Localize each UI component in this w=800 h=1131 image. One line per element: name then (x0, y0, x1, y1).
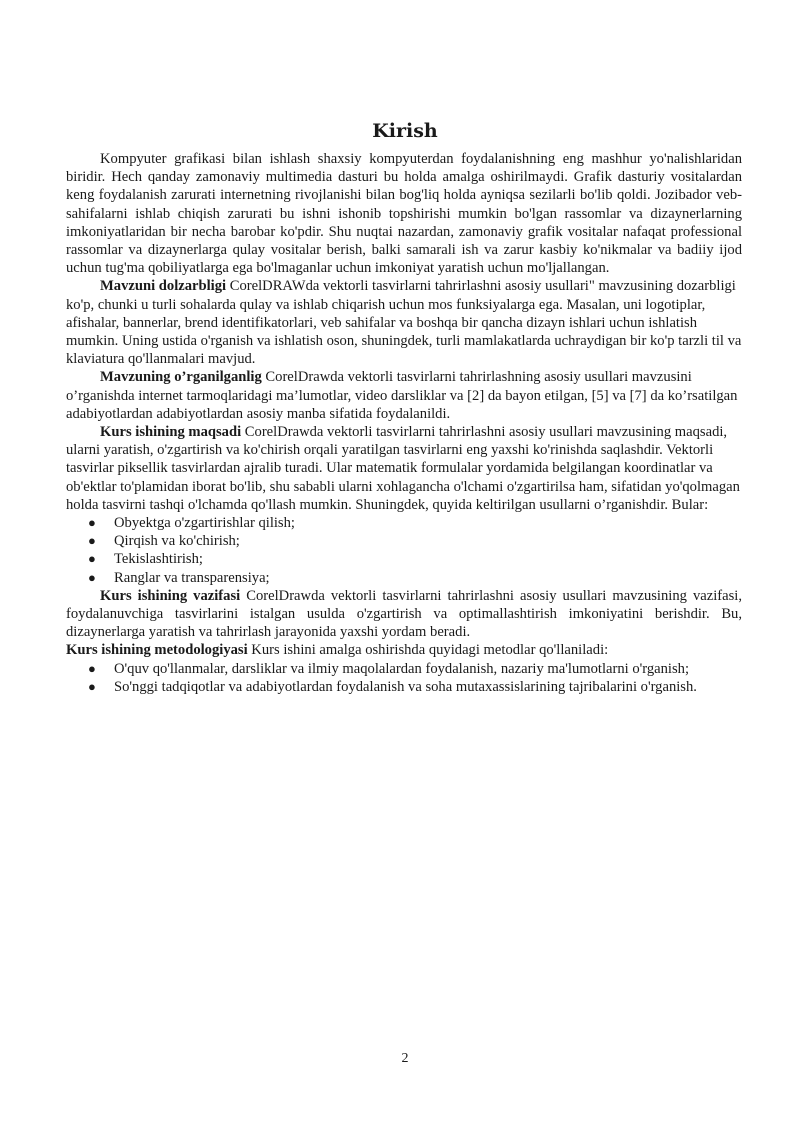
bullet-icon: ● (88, 678, 96, 694)
study-paragraph (66, 368, 742, 423)
task-heading: Kurs ishining vazifasi (100, 587, 241, 604)
bullet-icon: ● (88, 515, 96, 531)
goal-paragraph (66, 423, 742, 514)
list-item-text: Ranglar va transparensiya; (114, 569, 270, 586)
bullet-icon: ● (88, 660, 96, 676)
bullet-icon: ● (88, 551, 96, 567)
document-body (66, 150, 742, 696)
goal-text: CorelDrawda vektorli tasvirlarni tahrirlashni asosiy usullari mavzusining maqsadi, ularni yaratish, o'zgartirish va ko'chirish orqali yaratilgan tasvirlarni eng yaxshi ko'rinishda saqlashdir. Vektorli tasvirlar piksellik tasvirlardan ajralib turadi. Ular matematik formulalar yordamida belgilangan koordinatlar va ob'ektlar to'plamidan iborat bo'lib, shu sababli ularni xohlagancha o'lchami o'zgartirilsa ham, sifatidan yo'qolmagan holda tasvirni tashqi o'lchamda qo'llash mumkin. Shuningdek, quyida keltirilgan usullarni o’rganishdir. Bular: (66, 424, 740, 513)
list-item-text: Tekislashtirish; (114, 551, 203, 568)
list-item (66, 514, 742, 532)
list-item (66, 550, 742, 568)
method-list (66, 660, 742, 696)
goal-heading: Kurs ishining maqsadi (100, 424, 242, 441)
list-item (66, 660, 742, 678)
task-paragraph (66, 587, 742, 642)
method-paragraph (66, 641, 742, 659)
list-item (66, 569, 742, 587)
bullet-icon: ● (88, 533, 96, 549)
method-heading: Kurs ishining metodologiyasi (66, 642, 248, 659)
relevance-heading: Mavzuni dolzarbligi (100, 278, 227, 295)
list-item-text: O'quv qo'llanmalar, darsliklar va ilmiy maqolalardan foydalanish, nazariy ma'lumotlarni o'rganish; (114, 660, 690, 677)
list-item-text: So'nggi tadqiqotlar va adabiyotlardan foydalanish va soha mutaxassislarining tajribalarini o'rganish. (114, 678, 697, 695)
bullet-icon: ● (88, 569, 96, 585)
relevance-text: CorelDRAWda vektorli tasvirlarni tahrirlashni asosiy usullari" mavzusining dozarbligi ko'p, chunki u turli sohalarda qulay va ishlab chiqarish uchun mos funksiyalarga ega. Masalan, uni logotiplar, afishalar, bannerlar, brend identifikatorlari, veb sahifalar va boshqa bir qancha dizayn ishlari uchun ishlatish mumkin. Uning ustida o'rganish va ishlatish oson, shuningdek, turli mamlakatlarda uchraydigan bir ko'p tarzli til va klaviatura qo'llanmalari mavjud. (66, 278, 742, 368)
list-item (66, 678, 742, 696)
relevance-paragraph (66, 277, 742, 368)
page-number: 2 (401, 1051, 409, 1066)
study-text: CorelDrawda vektorli tasvirlarni tahrirlashning asosiy usullari mavzusini o’rganishda internet tarmoqlaridagi ma’lumotlar, video darsliklar va [2] da bayon etilgan, [5] va [7] da ko’rsatilgan adabiyotlardan adabiyotlardan asosiy manba sifatida foydalanildi. (66, 369, 738, 422)
study-heading: Mavzuning o’rganilganlig (100, 369, 262, 386)
page-title: Kirish (372, 120, 438, 142)
list-item-text: Qirqish va ko'chirish; (114, 533, 240, 550)
goal-list (66, 514, 742, 587)
method-text: Kurs ishini amalga oshirishda quyidagi metodlar qo'llaniladi: (247, 642, 609, 659)
intro-paragraph: Kompyuter grafikasi bilan ishlash shaxsiy kompyuterdan foydalanishning eng mashhur yo'nalishlaridan biridir. Hech qanday zamonaviy multimedia dasturi bu holda amalga oshirilmaydi. Grafik dasturiy vositalardan keng foydalanish zarurati internetning rivojlanishi bilan bog'liq holda ayniqsa sezilarli bo'lib qoldi. Jozibador veb-sahifalarni ishlab chiqish zarurati bu ishni ishonib topshirishi mumkin bo'lgan rassomlar va dizaynerlarning imkoniyatlaridan bir necha barobar ko'pdir. Shu nuqtai nazardan, zamonaviy grafik vositalar nafaqat professional rassomlar va dizaynerlarga qulay vositalar berish, balki samarali ish va zarur kasbiy ko'nikmalar va badiiy ijod uchun tug'ma qobiliyatlarga ega bo'lmaganlar uchun imkoniyat yaratish uchun mo'ljallangan. (66, 151, 742, 277)
list-item (66, 532, 742, 550)
list-item-text: Obyektga o'zgartirishlar qilish; (114, 515, 295, 532)
task-text: CorelDrawda vektorli tasvirlarni tahrirlashni asosiy usullari mavzusining vazifasi, foydalanuvchiga tasvirlarini istalgan usulda o'zgartirish va optimallashtirish imkoniyatini berishdir. Bu, dizaynerlarga yaratish va tahrirlash jarayonida yaxshi yordam beradi. (66, 587, 742, 641)
